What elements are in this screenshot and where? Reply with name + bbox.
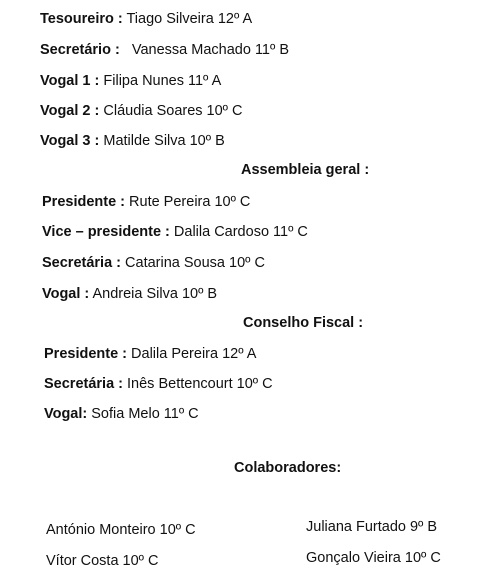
role-label: Vice – presidente : [42, 224, 170, 240]
role-label: Vogal 3 : [40, 133, 100, 149]
member-name: Sofia Melo 11º C [87, 406, 199, 422]
member-line [40, 102, 242, 120]
collaborator-name: Gonçalo Vieira 10º C [306, 550, 441, 566]
role-label: Secretário : [40, 42, 120, 58]
member-line [44, 375, 273, 393]
member-line [40, 132, 225, 150]
role-label: Secretária : [44, 376, 123, 392]
section-heading-conselho: Conselho Fiscal : [243, 315, 364, 331]
member-name: Cláudia Soares 10º C [99, 103, 243, 119]
member-name: Vanessa Machado 11º B [119, 42, 289, 58]
member-line [40, 72, 221, 90]
section-heading-colaboradores: Colaboradores: [234, 460, 342, 476]
member-line [40, 10, 252, 28]
role-label: Presidente : [44, 346, 127, 362]
member-name: Dalila Pereira 12º A [127, 346, 257, 362]
role-label: Vogal 1 : [40, 73, 100, 89]
collaborator-name: António Monteiro 10º C [46, 522, 196, 538]
collaborator-name: Juliana Furtado 9º B [306, 519, 438, 535]
member-line [42, 223, 308, 241]
section-heading-assembleia: Assembleia geral : [241, 162, 370, 178]
member-line [44, 345, 256, 363]
role-label: Tesoureiro : [40, 11, 123, 27]
member-name: Tiago Silveira 12º A [122, 11, 253, 27]
member-name: Catarina Sousa 10º C [121, 255, 265, 271]
role-label: Vogal : [42, 286, 90, 302]
member-line [42, 193, 250, 211]
member-name: Andreia Silva 10º B [89, 286, 218, 302]
role-label: Vogal: [44, 406, 88, 422]
role-label: Presidente : [42, 194, 125, 210]
member-name: Dalila Cardoso 11º C [169, 224, 308, 240]
member-line [42, 285, 217, 303]
member-line [44, 405, 199, 423]
collaborator-name: Vítor Costa 10º C [46, 553, 159, 569]
member-name: Rute Pereira 10º C [125, 194, 251, 210]
member-line [42, 254, 265, 272]
role-label: Vogal 2 : [40, 103, 100, 119]
member-name: Inês Bettencourt 10º C [123, 376, 273, 392]
role-label: Secretária : [42, 255, 121, 271]
member-name: Filipa Nunes 11º A [99, 73, 222, 89]
member-name: Matilde Silva 10º B [99, 133, 225, 149]
member-line [40, 41, 289, 59]
